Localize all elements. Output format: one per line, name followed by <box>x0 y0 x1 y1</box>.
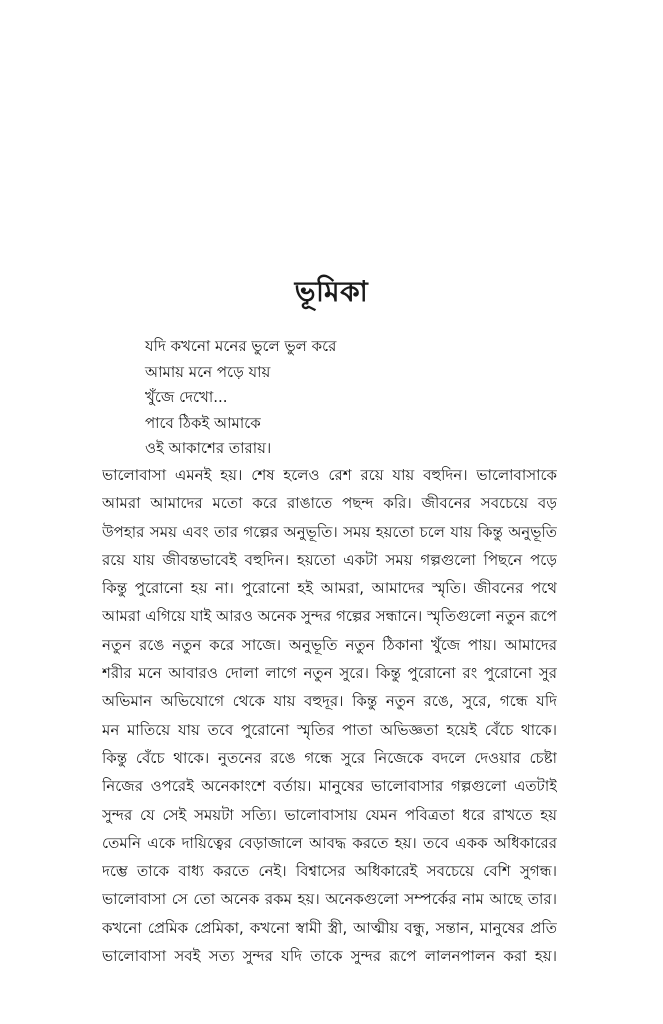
epigraph-poem <box>145 334 545 462</box>
paragraph-line: রয়ে যায় জীবন্তভাবেই বহুদিন। হয়তো একটা সময় গল্পগুলো পিছনে পড়ে <box>102 550 557 569</box>
paragraph-line: কিন্তু পুরোনো হয় না। পুরোনো হই আমরা, আমাদের স্মৃতি। জীবনের পথে <box>102 579 557 598</box>
poem-line: ওই আকাশের তারায়। <box>145 439 272 457</box>
paragraph-line: তেমনি একে দায়িত্বের বেড়াজালে আবদ্ধ করতে হয়। তবে একক অধিকারের <box>102 833 557 852</box>
paragraph-line: শরীর মনে আবারও দোলা লাগে নতুন সুরে। কিন্তু পুরোনো রং পুরোনো সুর <box>102 664 557 683</box>
paragraph-line: ভালোবাসা সবই সত্য সুন্দর যদি তাকে সুন্দর রূপে লালনপালন করা হয়। <box>102 947 557 966</box>
paragraph-line: নিজের ওপরেই অনেকাংশে বর্তায়। মানুষের ভালোবাসার গল্পগুলো এতটাই <box>102 777 557 796</box>
paragraph-line: নতুন রঙে নতুন করে সাজে। অনুভূতি নতুন ঠিকানা খুঁজে পায়। আমাদের <box>102 635 557 654</box>
body-paragraph <box>102 461 557 970</box>
paragraph-line: আমরা আমাদের মতো করে রাঙাতে পছন্দ করি। জীবনের সবচেয়ে বড় <box>102 494 557 513</box>
paragraph-line: সুন্দর যে সেই সময়টা সত্যি। ভালোবাসায় যেমন পবিত্রতা ধরে রাখতে হয় <box>102 805 557 824</box>
paragraph-line: কখনো প্রেমিক প্রেমিকা, কখনো স্বামী স্ত্রী, আত্মীয় বন্ধু, সন্তান, মানুষের প্রতি <box>102 918 557 937</box>
poem-line: পাবে ঠিকই আমাকে <box>145 413 261 432</box>
poem-line: আমায় মনে পড়ে যায় <box>145 362 271 381</box>
paragraph-line: ভালোবাসা সে তো অনেক রকম হয়। অনেকগুলো সম্পর্কের নাম আছে তার। <box>102 890 557 909</box>
paragraph-line: মন মাতিয়ে যায় তবে পুরোনো স্মৃতির পাতা অভিজ্ঞতা হয়েই বেঁচে থাকে। <box>102 720 557 739</box>
paragraph-line: আমরা এগিয়ে যাই আরও অনেক সুন্দর গল্পের সন্ধানে। স্মৃতিগুলো নতুন রূপে <box>102 607 557 626</box>
poem-line: যদি কখনো মনের ভুলে ভুল করে <box>145 337 337 355</box>
paragraph-line: অভিমান অভিযোগে থেকে যায় বহুদূর। কিন্তু নতুন রঙে, সুরে, গন্ধে যদি <box>102 692 557 711</box>
paragraph-line: ভালোবাসা এমনই হয়। শেষ হলেও রেশ রয়ে যায় বহুদিন। ভালোবাসাকে <box>102 466 557 484</box>
paragraph-line: কিন্তু বেঁচে থাকে। নুতনের রঙে গন্ধে সুরে নিজেকে বদলে দেওয়ার চেষ্টা <box>102 748 557 767</box>
paragraph-line: উপহার সময় এবং তার গল্পের অনুভূতি। সময় হয়তো চলে যায় কিন্তু অনুভূতি <box>102 522 557 541</box>
paragraph-line: দম্ভে তাকে বাধ্য করতে নেই। বিশ্বাসের অধিকারেই সবচেয়ে বেশি সুগন্ধ। <box>102 862 557 881</box>
poem-line: খুঁজে দেখো... <box>145 388 228 406</box>
chapter-title: ভূমিকা <box>294 275 369 308</box>
